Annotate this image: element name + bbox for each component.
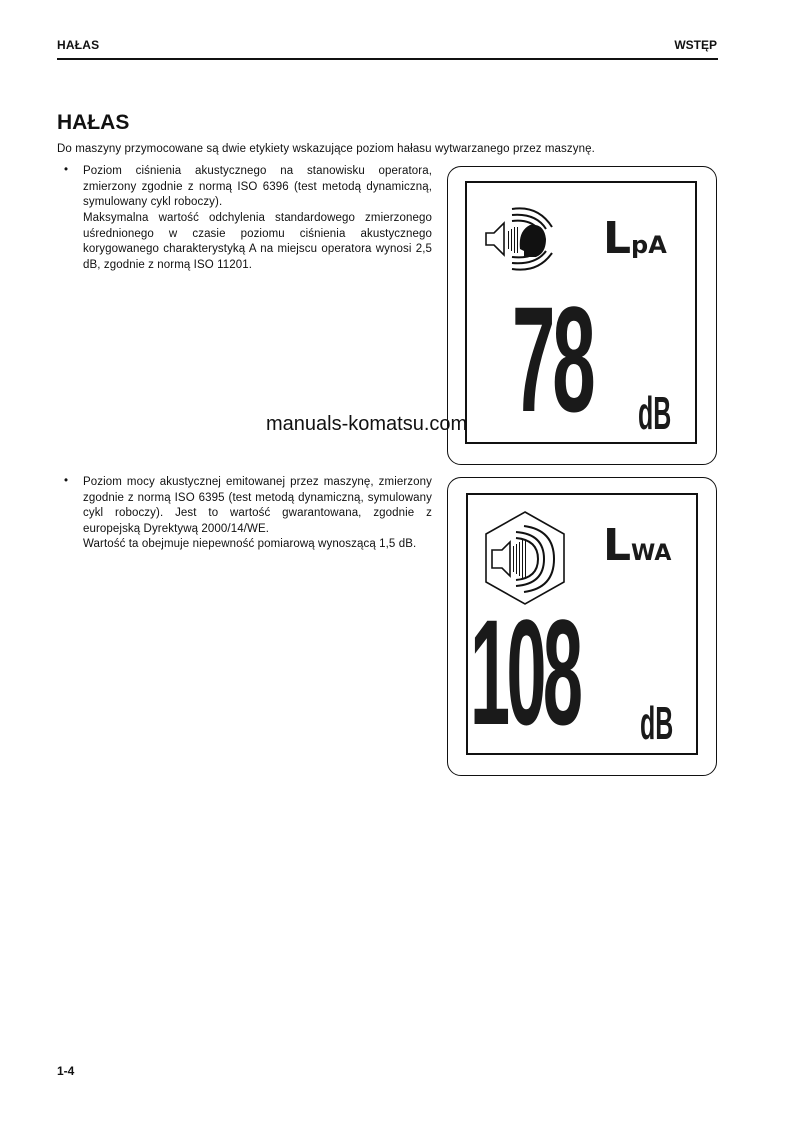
watermark-link[interactable]: manuals-komatsu.com xyxy=(266,413,468,435)
bullet-1: • xyxy=(64,164,69,176)
lwa-symbol: LWA xyxy=(603,520,672,571)
lwa-unit: dB xyxy=(640,697,674,750)
lpa-value: 78 xyxy=(512,276,593,444)
item-2-text: Poziom mocy akustycznej emitowanej przez maszynę, zmierzony zgodnie z normą ISO 6395 (test metodą dynamiczną, symulowany cykl roboczy). Jest to wartość gwarantowana, zgodnie z europejską Dyrektywą 2000/14/WE. xyxy=(83,476,432,535)
item-1-text2: Maksymalna wartość odchylenia standardowego zmierzonego uśrednionego w czasie poziomu ciśnienia akustycznego korygowanego charakterystyką A na miejscu operatora wynosi 2,5 dB, zgodnie z normą ISO 11201. xyxy=(83,212,432,271)
item-2-text2: Wartość ta obejmuje niepewność pomiarową wynoszącą 1,5 dB. xyxy=(83,538,417,550)
lpa-symbol: LpA xyxy=(603,213,667,264)
page-number: 1-4 xyxy=(57,1064,75,1078)
noise-label-lpa xyxy=(447,166,717,465)
lpa-unit: dB xyxy=(638,387,672,440)
item-1-text: Poziom ciśnienia akustycznego na stanowisku operatora, zmierzony zgodnie z normą ISO 6396 (test metodą dynamiczną, symulowany cykl roboczy). xyxy=(83,165,432,208)
section-title: HAŁAS xyxy=(57,111,130,134)
lwa-value: 108 xyxy=(470,589,580,757)
speaker-head-icon xyxy=(480,203,570,283)
page-header-left: HAŁAS xyxy=(57,38,100,52)
header-rule xyxy=(57,58,718,60)
section-intro: Do maszyny przymocowane są dwie etykiety wskazujące poziom hałasu wytwarzanego przez maszynę. xyxy=(57,143,595,155)
page-header-right: WSTĘP xyxy=(674,38,717,52)
bullet-2: • xyxy=(64,475,69,487)
noise-label-lwa xyxy=(447,477,717,776)
